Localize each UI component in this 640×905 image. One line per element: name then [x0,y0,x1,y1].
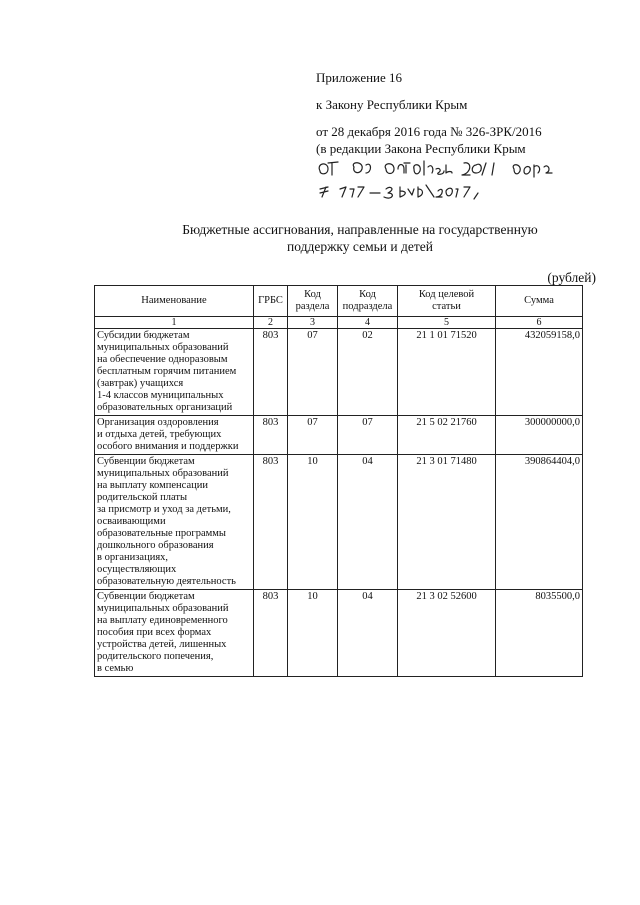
header-name: Наименование [95,286,254,317]
budget-table [94,285,583,677]
column-number: 1 [95,317,254,329]
table-row [95,455,583,590]
row-grbs: 803 [254,590,288,677]
row-target-code: 21 3 01 71480 [398,455,496,590]
document-title-line2: поддержку семьи и детей [287,239,433,254]
table-header-row [95,286,583,317]
revision-note: (в редакции Закона Республики Крым [316,141,526,156]
row-amount: 390864404,0 [496,455,583,590]
row-grbs: 803 [254,455,288,590]
appendix-number: Приложение 16 [316,70,403,85]
header-section-code: Код раздела [288,286,338,317]
column-number: 3 [288,317,338,329]
header-subsection-code: Код подраздела [338,286,398,317]
row-subsection-code: 07 [338,416,398,455]
row-name: Организация оздоровления и отдыха детей, требующих особого внимания и поддержки [95,416,254,455]
row-section-code: 07 [288,329,338,416]
law-reference: к Закону Республики Крым [316,97,468,112]
row-subsection-code: 02 [338,329,398,416]
column-number: 2 [254,317,288,329]
header-grbs: ГРБС [254,286,288,317]
row-grbs: 803 [254,416,288,455]
document-title-line1: Бюджетные ассигнования, направленные на государственную [182,222,538,237]
handwritten-revision-note [314,155,594,203]
column-number: 4 [338,317,398,329]
row-amount: 8035500,0 [496,590,583,677]
law-date: от 28 декабря 2016 года № 326-ЗРК/2016 [316,124,542,139]
table-row [95,416,583,455]
table-row [95,329,583,416]
row-section-code: 07 [288,416,338,455]
column-number-row [95,317,583,329]
row-name: Субвенции бюджетам муниципальных образований на выплату единовременного пособия при всех формах устройства детей, лишенных родительского попечения, в семью [95,590,254,677]
table-row [95,590,583,677]
row-amount: 432059158,0 [496,329,583,416]
column-number: 5 [398,317,496,329]
row-name: Субвенции бюджетам муниципальных образований на выплату компенсации родительской платы за присмотр и уход за детьми, осваивающими образовательные программы дошкольного образования в организациях, осуществляющих образовательную деятельность [95,455,254,590]
row-grbs: 803 [254,329,288,416]
row-target-code: 21 3 02 52600 [398,590,496,677]
header-amount: Сумма [496,286,583,317]
row-name: Субсидии бюджетам муниципальных образований на обеспечение одноразовым бесплатным горячим питанием (завтрак) учащихся 1-4 классов муниципальных образовательных организаций [95,329,254,416]
row-section-code: 10 [288,590,338,677]
row-subsection-code: 04 [338,590,398,677]
row-subsection-code: 04 [338,455,398,590]
row-amount: 300000000,0 [496,416,583,455]
row-target-code: 21 5 02 21760 [398,416,496,455]
header-target-code: Код целевой статьи [398,286,496,317]
row-target-code: 21 1 01 71520 [398,329,496,416]
currency-unit: (рублей) [547,270,596,285]
row-section-code: 10 [288,455,338,590]
column-number: 6 [496,317,583,329]
